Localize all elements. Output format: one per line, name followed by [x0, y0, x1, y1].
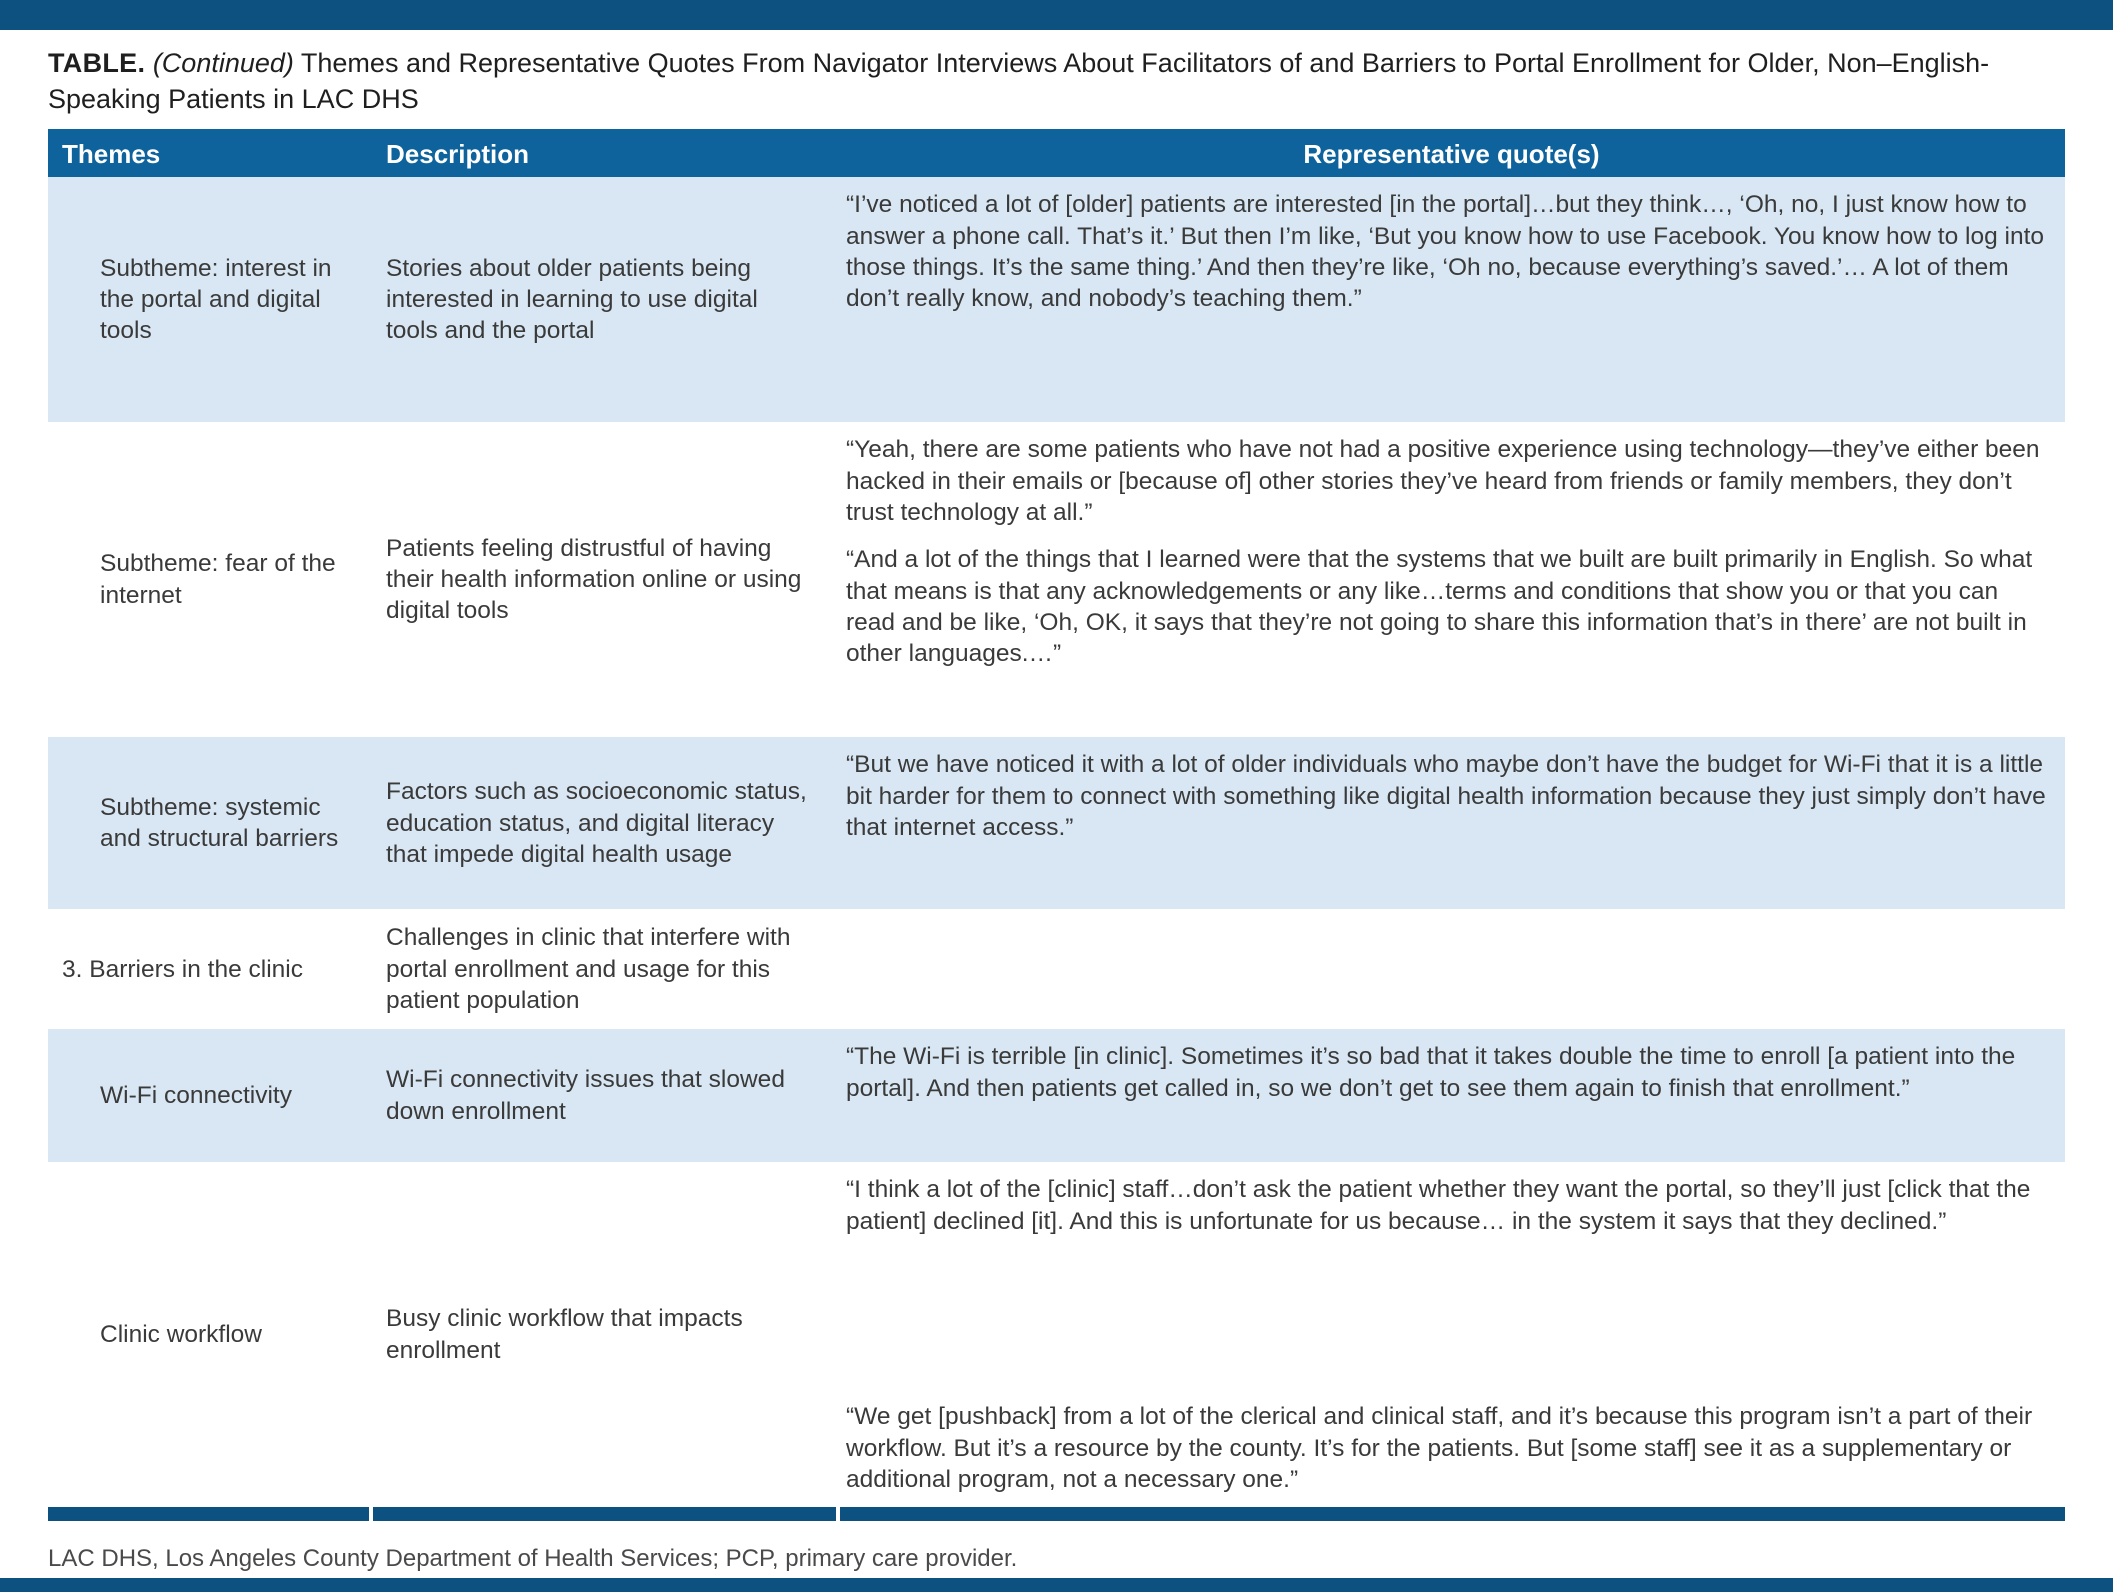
column-header-themes: Themes: [62, 139, 161, 170]
theme-cell: [48, 1162, 372, 1507]
table-footnote: LAC DHS, Los Angeles County Department of Health Services; PCP, primary care provider.: [48, 1545, 1018, 1573]
quote-text: “I think a lot of the [clinic] staff…don’t ask the patient whether they want the portal, so they’ll just [click that the patient] declined [it]. And this is unfortunate for us because… in the system it says that they declined.”: [846, 1176, 2031, 1235]
table-title-text: Themes and Representative Quotes From Navigator Interviews About Facilitators of and Barriers to Portal Enrollment for Older, Non–English-Speaking Patients in LAC DHS: [48, 48, 1990, 114]
theme-cell: [48, 177, 372, 422]
quotes-cell: [838, 422, 2065, 737]
bottom-accent-bar: [0, 1578, 2113, 1592]
bottom-rule-segment: [840, 1507, 2065, 1521]
quote-text: “Yeah, there are some patients who have not had a positive experience using technology—they’ve either been hacked in their emails or [because of] other stories they’ve heard from friends or family members, they don’t trust technology at all.”: [846, 436, 2040, 526]
quote-text: “I’ve noticed a lot of [older] patients are interested [in the portal]…but they think…, ‘Oh, no, I just know how to answer a phone call. That’s it.’ But then I’m like, ‘But you know how to use Facebook. You know how to log into those things. It’s the same thing.’ And then they’re like, ‘Oh no, because everything’s saved.’… A lot of them don’t really know, and nobody’s teaching them.”: [846, 191, 2045, 313]
table-row: [48, 1162, 2065, 1507]
description-text: Wi-Fi connectivity issues that slowed down enrollment: [386, 1066, 785, 1125]
theme-text: Subtheme: systemic and structural barriers: [100, 793, 339, 853]
quote-text: “And a lot of the things that I learned were that the systems that we built are built primarily in English. So what that means is that any acknowledgements or any like…terms and conditions that show you or that you can read and be like, ‘Oh, OK, it says that they’re not going to share this information that’s in there’ are not built in other languages.…”: [846, 546, 2033, 668]
description-cell: [372, 909, 838, 1029]
quotes-cell: [838, 737, 2065, 909]
bottom-rule-segment: [373, 1507, 836, 1521]
quotes-cell: [838, 177, 2065, 422]
quote-text: “We get [pushback] from a lot of the clerical and clinical staff, and it’s because this program isn’t a part of their workflow. But it’s a resource by the county. It’s for the patients. But [some staff] see it as a supplementary or additional program, not a necessary one.”: [846, 1403, 2033, 1493]
table-row: [48, 1029, 2065, 1162]
theme-cell: [48, 422, 372, 737]
quotes-cell: [838, 909, 2065, 1029]
theme-text: Subtheme: interest in the portal and digital tools: [100, 254, 332, 345]
description-text: Patients feeling distrustful of having their health information online or using digital tools: [386, 534, 802, 625]
quote-text: “But we have noticed it with a lot of older individuals who maybe don’t have the budget for Wi-Fi that it is a little bit harder for them to connect with something like digital health information because they just simply don’t have that internet access.”: [846, 751, 2046, 841]
theme-cell: [48, 1029, 372, 1162]
page-content: [0, 46, 2113, 1573]
description-cell: [372, 1029, 838, 1162]
description-cell: [372, 1162, 838, 1507]
theme-cell: [48, 909, 372, 1029]
quotes-cell: [838, 1162, 2065, 1507]
description-cell: [372, 177, 838, 422]
description-text: Stories about older patients being interested in learning to use digital tools and the portal: [386, 254, 758, 345]
bottom-rule-segment: [48, 1507, 369, 1521]
theme-text: 3. Barriers in the clinic: [62, 955, 304, 983]
table-bottom-rule: [48, 1507, 2065, 1521]
description-text: Factors such as socioeconomic status, education status, and digital literacy that impede digital health usage: [386, 778, 807, 868]
table-row: [48, 422, 2065, 737]
theme-cell: [48, 737, 372, 909]
theme-text: Subtheme: fear of the internet: [100, 550, 336, 609]
table-row: [48, 737, 2065, 909]
theme-text: Wi-Fi connectivity: [100, 1082, 292, 1110]
table-continued-note: (Continued): [152, 48, 294, 78]
table-title: [48, 46, 2028, 117]
description-text: Challenges in clinic that interfere with portal enrollment and usage for this patient population: [386, 924, 791, 1014]
theme-text: Clinic workflow: [100, 1321, 263, 1349]
description-text: Busy clinic workflow that impacts enrollment: [386, 1305, 743, 1364]
quote-text: “The Wi-Fi is terrible [in clinic]. Sometimes it’s so bad that it takes double the time to enroll [a patient into the portal]. And then patients get called in, so we don’t get to see them again to finish that enrollment.”: [846, 1043, 2016, 1102]
themes-quotes-table: [48, 129, 2065, 1507]
table-row: [48, 909, 2065, 1029]
description-cell: [372, 737, 838, 909]
quotes-cell: [838, 1029, 2065, 1162]
description-cell: [372, 422, 838, 737]
column-header-description: Description: [386, 139, 530, 170]
column-header-quotes: Representative quote(s): [1303, 139, 1600, 170]
top-accent-bar: [0, 0, 2113, 30]
table-header-row: [48, 129, 2065, 177]
table-row: [48, 177, 2065, 422]
table-label: TABLE.: [48, 48, 146, 78]
